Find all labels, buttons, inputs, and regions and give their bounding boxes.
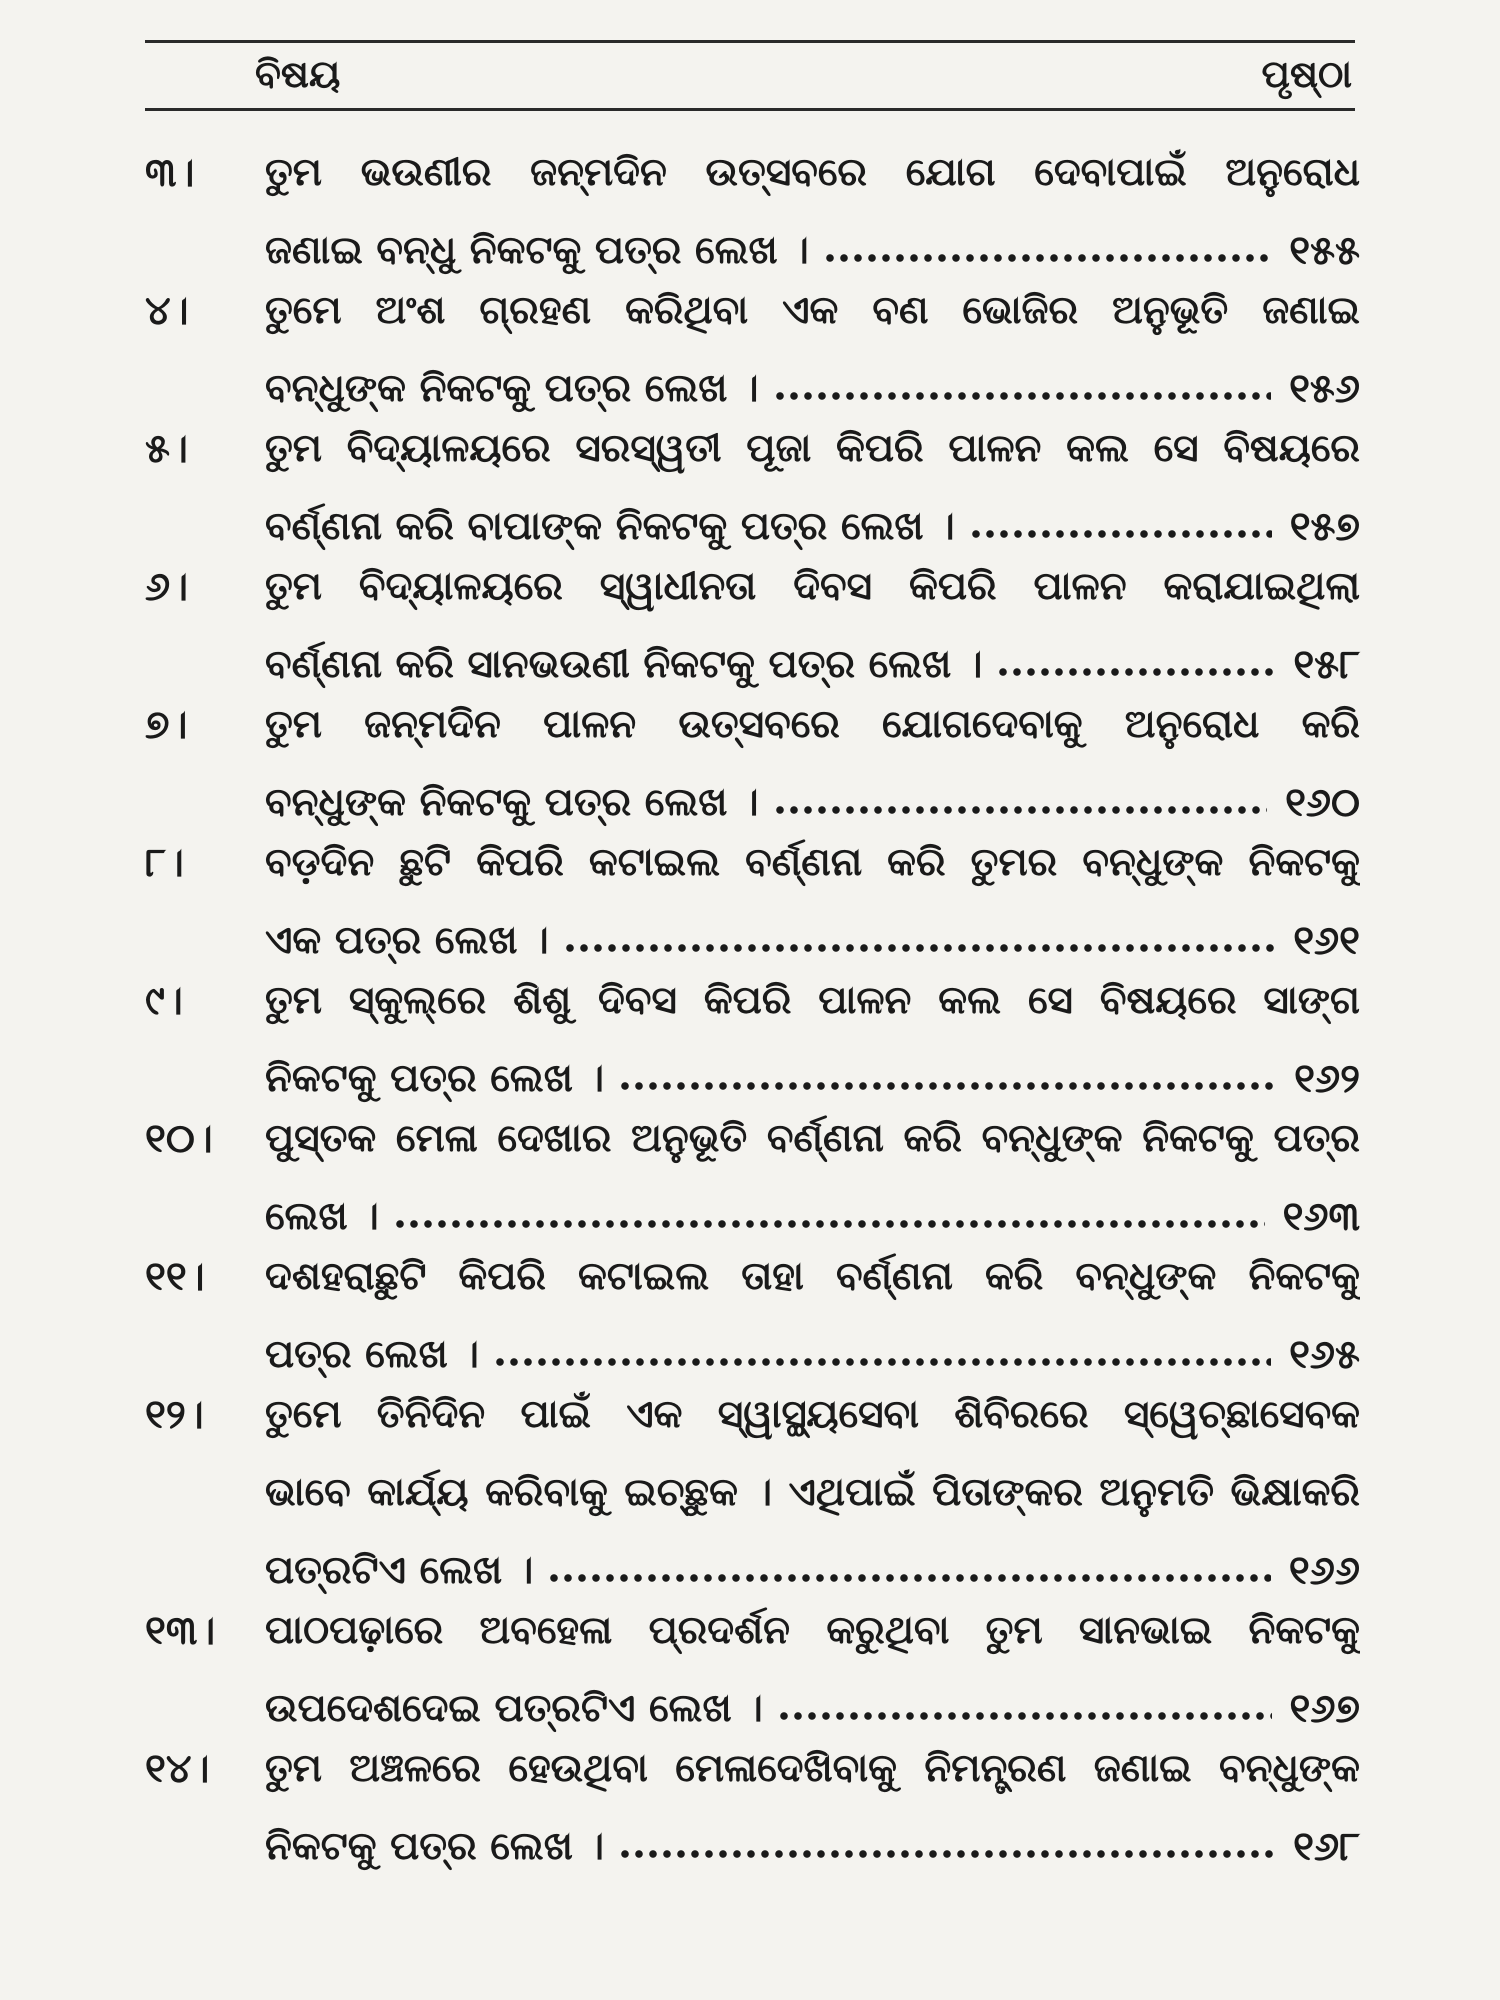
- dot-leader: [996, 665, 1275, 679]
- entry-number: ୧୧।: [145, 1254, 205, 1300]
- page-number: ୧୫୫: [1289, 228, 1360, 274]
- entry-last-text: ବର୍ଣ୍ଣନା କରି ବାପାଙ୍କ ନିକଟକୁ ପତ୍ର ଲେଖ ।: [265, 504, 955, 549]
- page-number: ୧୫୬: [1289, 366, 1360, 412]
- dot-leader: [563, 941, 1275, 955]
- dot-leader: [777, 1709, 1272, 1723]
- entry-text: [265, 824, 1360, 980]
- entry-last-text: ବନ୍ଧୁଙ୍କ ନିକଟକୁ ପତ୍ର ଲେଖ ।: [265, 780, 759, 825]
- page-number: ୧୬୩: [1282, 1194, 1360, 1240]
- entry-text: [265, 686, 1360, 842]
- page-number: ୧୬୨: [1294, 1056, 1360, 1102]
- entry-last-text: ପତ୍ର ଲେଖ ।: [265, 1332, 479, 1377]
- entry-line: ତୁମ ସ୍କୁଲ୍‌ରେ ଶିଶୁ ଦିବସ କିପରି ପାଳନ କଲ ସେ ବିଷୟରେ ସାଙ୍ଗ: [265, 978, 1360, 1023]
- entry-line: ତୁମ ବିଦ୍ୟାଳୟରେ ସ୍ୱାଧୀନତା ଦିବସ କିପରି ପାଳନ କରାଯାଇଥିଲା: [265, 564, 1360, 609]
- dot-leader: [393, 1217, 1265, 1231]
- contents-entry: [145, 410, 1360, 566]
- entry-number: ୯।: [145, 978, 183, 1024]
- entry-line: ପାଠପଢ଼ାରେ ଅବହେଳା ପ୍ରଦର୍ଶନ କରୁଥିବା ତୁମ ସାନଭାଇ ନିକଟକୁ: [265, 1608, 1360, 1653]
- dot-leader: [547, 1571, 1271, 1585]
- entry-number: ୧୨।: [145, 1392, 204, 1438]
- page-number: ୧୬୭: [1289, 1686, 1360, 1732]
- entry-last-text: ନିକଟକୁ ପତ୍ର ଲେଖ ।: [265, 1824, 605, 1869]
- contents-entry: [145, 548, 1360, 704]
- dot-leader: [969, 527, 1272, 541]
- dot-leader: [823, 251, 1271, 265]
- contents-entry: [145, 824, 1360, 980]
- header-top-rule: [145, 40, 1355, 43]
- subject-column-header: ବିଷୟ: [255, 52, 341, 96]
- entry-line: ତୁମ ଅଞ୍ଚଳରେ ହେଉଥିବା ମେଳାଦେଖିବାକୁ ନିମନ୍ତ୍ରଣ ଜଣାଇ ବନ୍ଧୁଙ୍କ: [265, 1746, 1360, 1791]
- entry-number: ୧୩।: [145, 1608, 216, 1654]
- entry-last-text: ନିକଟକୁ ପତ୍ର ଲେଖ ।: [265, 1056, 605, 1101]
- header-bottom-rule: [145, 108, 1355, 111]
- entry-last-text: ଲେଖ ।: [265, 1194, 379, 1239]
- page-number: ୧୫୭: [1289, 504, 1360, 550]
- contents-entry: [145, 1238, 1360, 1394]
- entry-number: ୪।: [145, 288, 189, 334]
- contents-entry: [145, 1100, 1360, 1256]
- dot-leader: [618, 1079, 1276, 1093]
- entry-number: ୩।: [145, 150, 195, 196]
- entry-line: ଦଶହରାଛୁଟି କିପରି କଟାଇଲ ତାହା ବର୍ଣ୍ଣନା କରି ବନ୍ଧୁଙ୍କ ନିକଟକୁ: [265, 1254, 1360, 1299]
- page-number: ୧୬୧: [1293, 918, 1360, 964]
- entry-text: [265, 1238, 1360, 1394]
- dot-leader: [773, 389, 1272, 403]
- contents-entry: [145, 962, 1360, 1118]
- entry-number: ୧୪।: [145, 1746, 210, 1792]
- entry-line: ଭାବେ କାର୍ଯ୍ୟ କରିବାକୁ ଇଚ୍ଛୁକ । ଏଥିପାଇଁ ପିତାଙ୍କର ଅନୁମତି ଭିକ୍ଷାକରି: [265, 1470, 1360, 1515]
- page-number: ୧୬୮: [1293, 1824, 1360, 1870]
- entry-text: [265, 134, 1360, 290]
- page-number: ୧୫୮: [1293, 642, 1360, 688]
- entry-line: ତୁମ ବିଦ୍ୟାଳୟରେ ସରସ୍ୱତୀ ପୂଜା କିପରି ପାଳନ କଲ ସେ ବିଷୟରେ: [265, 426, 1360, 471]
- entry-last-text: ଏକ ପତ୍ର ଲେଖ ।: [265, 918, 549, 963]
- entry-line: ତୁମ ଜନ୍ମଦିନ ପାଳନ ଉତ୍ସବରେ ଯୋଗଦେବାକୁ ଅନୁରୋଧ କରି: [265, 702, 1360, 747]
- entry-last-text: ଜଣାଇ ବନ୍ଧୁ ନିକଟକୁ ପତ୍ର ଲେଖ ।: [265, 228, 809, 273]
- entry-last-text: ଉପଦେଶଦେଇ ପତ୍ରଟିଏ ଲେଖ ।: [265, 1686, 763, 1731]
- entry-last-text: ବନ୍ଧୁଙ୍କ ନିକଟକୁ ପତ୍ର ଲେଖ ।: [265, 366, 759, 411]
- dot-leader: [773, 803, 1268, 817]
- entry-text: [265, 1592, 1360, 1748]
- contents-entry: [145, 1592, 1360, 1748]
- page-number: ୧୬୦: [1285, 780, 1360, 826]
- entry-line: ପୁସ୍ତକ ମେଳା ଦେଖାର ଅନୁଭୂତି ବର୍ଣ୍ଣନା କରି ବନ୍ଧୁଙ୍କ ନିକଟକୁ ପତ୍ର: [265, 1116, 1360, 1161]
- dot-leader: [493, 1355, 1271, 1369]
- entry-line: ତୁମେ ଅଂଶ ଗ୍ରହଣ କରିଥିବା ଏକ ବଣ ଭୋଜିର ଅନୁଭୂତି ଜଣାଇ: [265, 288, 1360, 333]
- entry-last-line: [265, 1808, 1360, 1886]
- contents-entry: [145, 1730, 1360, 1886]
- entry-line: ତୁମେ ତିନିଦିନ ପାଇଁ ଏକ ସ୍ୱାସ୍ଥ୍ୟସେବା ଶିବିରରେ ସ୍ୱେଚ୍ଛାସେବକ: [265, 1392, 1360, 1437]
- page-column-header: ପୃଷ୍ଠା: [1261, 52, 1352, 96]
- entry-text: [265, 1100, 1360, 1256]
- entry-number: ୫।: [145, 426, 188, 472]
- entry-number: ୭।: [145, 702, 188, 748]
- entry-text: [265, 410, 1360, 566]
- contents-entry: [145, 134, 1360, 290]
- page-number: ୧୬୫: [1289, 1332, 1360, 1378]
- entry-text: [265, 1376, 1360, 1610]
- entry-line: ବଡ଼ଦିନ ଛୁଟି କିପରି କଟାଇଲ ବର୍ଣ୍ଣନା କରି ତୁମର ବନ୍ଧୁଙ୍କ ନିକଟକୁ: [265, 840, 1360, 885]
- dot-leader: [618, 1847, 1275, 1861]
- contents-entry: [145, 686, 1360, 842]
- entry-text: [265, 962, 1360, 1118]
- entry-text: [265, 548, 1360, 704]
- entry-last-text: ପତ୍ରଟିଏ ଲେଖ ।: [265, 1548, 534, 1593]
- entry-number: ୬।: [145, 564, 189, 610]
- entry-line: ତୁମ ଭଉଣୀର ଜନ୍ମଦିନ ଉତ୍ସବରେ ଯୋଗ ଦେବାପାଇଁ ଅନୁରୋଧ: [265, 150, 1360, 195]
- page-number: ୧୬୬: [1288, 1548, 1360, 1594]
- contents-entry: [145, 272, 1360, 428]
- entry-number: ୧୦।: [145, 1116, 213, 1162]
- entry-text: [265, 1730, 1360, 1886]
- entry-text: [265, 272, 1360, 428]
- entry-number: ୮।: [145, 840, 184, 886]
- contents-entry: [145, 1376, 1360, 1610]
- entry-last-text: ବର୍ଣ୍ଣନା କରି ସାନଭଉଣୀ ନିକଟକୁ ପତ୍ର ଲେଖ ।: [265, 642, 983, 687]
